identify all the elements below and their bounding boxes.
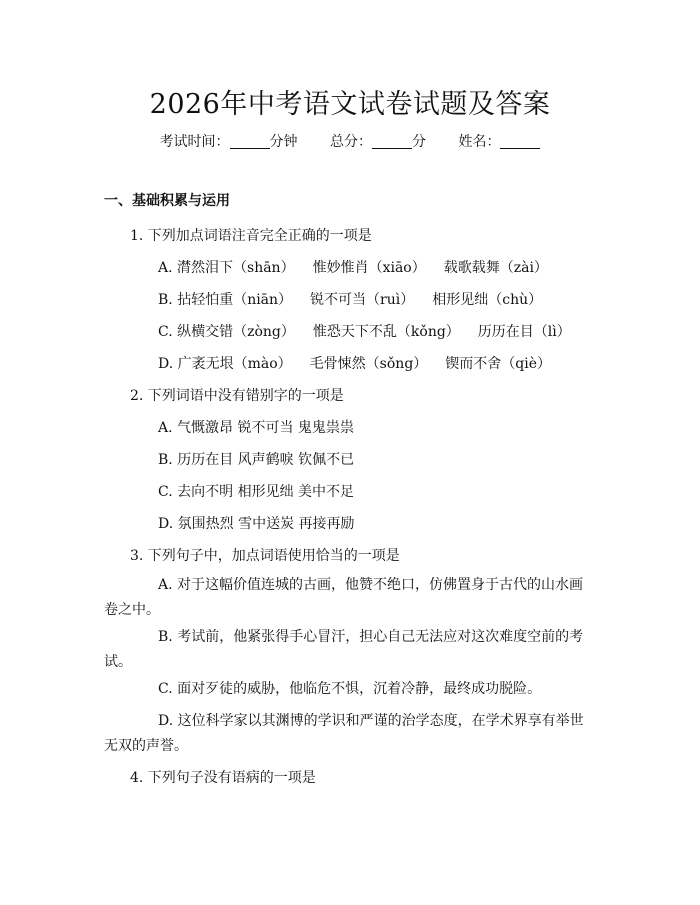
- total-score-label: 总分：: [330, 134, 372, 150]
- question-1-option-a: A. 潸然泪下（shān） 惟妙惟肖（xiāo） 载歌载舞（zài）: [158, 260, 548, 276]
- exam-time-blank: [230, 134, 270, 149]
- exam-time-field: [160, 131, 298, 151]
- question-1-option-c: C. 纵横交错（zòng） 惟恐天下不乱（kǒng） 历历在目（lì）: [158, 324, 571, 340]
- question-2-option-c: C. 去向不明 相形见绌 美中不足: [158, 484, 355, 500]
- question-1-option-d: D. 广袤无垠（mào） 毛骨悚然（sǒng） 锲而不舍（qiè）: [158, 356, 552, 372]
- question-2-option-a: A. 气慨激昂 锐不可当 鬼鬼祟祟: [158, 420, 354, 436]
- section-heading: 一、基础积累与运用: [104, 193, 230, 209]
- question-2-option-d: D. 氛围热烈 雪中送炭 再接再励: [158, 516, 355, 532]
- name-label: 姓名：: [458, 134, 501, 150]
- question-1-option-b: B. 拈轻怕重（niān） 锐不可当（ruì） 相形见绌（chù）: [158, 292, 543, 308]
- exam-time-unit: 分钟: [269, 134, 298, 150]
- question-2-stem: 2. 下列词语中没有错别字的一项是: [130, 388, 344, 404]
- total-score-unit: 分: [412, 134, 426, 150]
- question-4-stem: 4. 下列句子没有语病的一项是: [130, 770, 316, 786]
- question-3-option-a: A. 对于这幅价值连城的古画，他赞不绝口，仿佛置身于古代的山水画卷之中。: [104, 577, 584, 618]
- exam-info-line: [0, 131, 700, 151]
- question-1-stem: 1. 下列加点词语注音完全正确的一项是: [130, 228, 372, 244]
- question-3-option-c: C. 面对歹徒的威胁，他临危不惧，沉着冷静，最终成功脱险。: [158, 681, 542, 697]
- name-blank: [500, 134, 540, 149]
- question-3-stem: 3. 下列句子中，加点词语使用恰当的一项是: [130, 548, 400, 564]
- question-2-option-b: B. 历历在目 风声鹤唳 钦佩不已: [158, 452, 355, 468]
- total-score-field: [330, 131, 426, 151]
- exam-time-label: 考试时间：: [159, 134, 230, 150]
- page-title: 2026年中考语文试卷试题及答案: [149, 89, 551, 120]
- name-field: [458, 131, 540, 151]
- total-score-blank: [372, 134, 412, 149]
- question-3-option-b: B. 考试前，他紧张得手心冒汗，担心自己无法应对这次难度空前的考试。: [104, 629, 584, 670]
- question-3-option-d: D. 这位科学家以其渊博的学识和严谨的治学态度，在学术界享有举世无双的声誉。: [104, 713, 584, 754]
